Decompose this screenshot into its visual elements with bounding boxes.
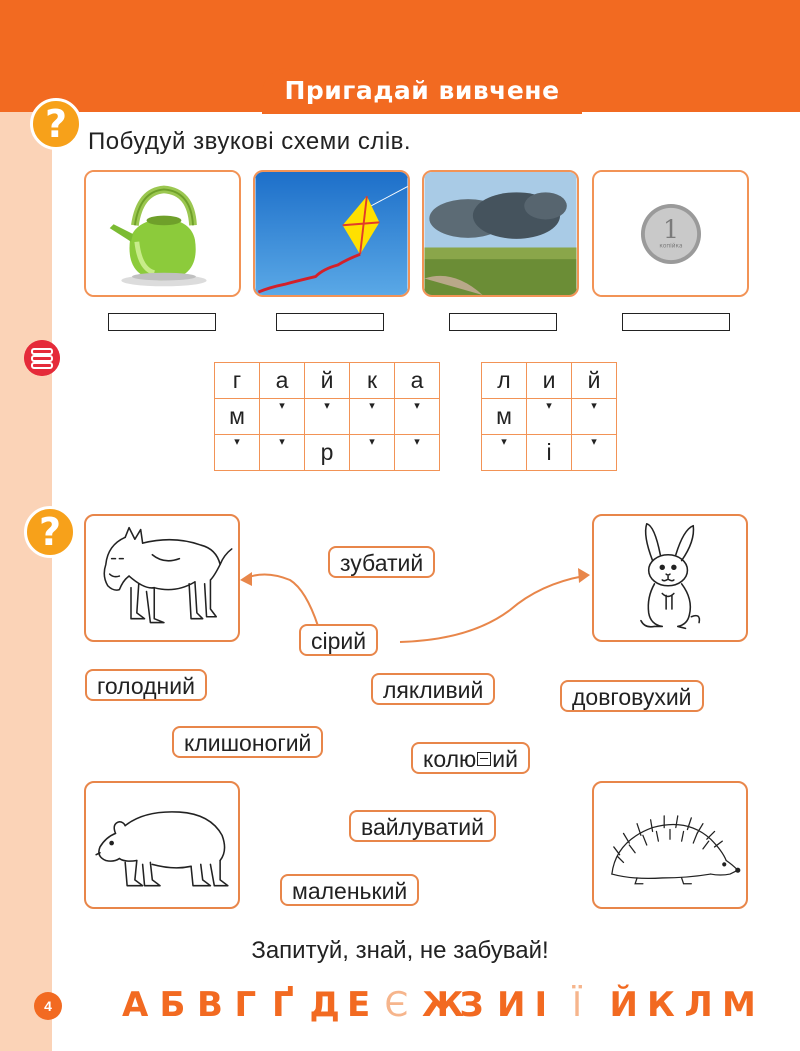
letter-cell[interactable]	[350, 399, 395, 435]
hedgehog-image	[592, 781, 748, 909]
letter-cell	[215, 363, 260, 399]
word-card: лякливий	[371, 673, 495, 705]
left-margin-band	[0, 112, 52, 1051]
letter: й	[587, 367, 601, 393]
letter-cell	[527, 363, 572, 399]
book-stack-icon	[24, 340, 60, 376]
word-card: маленький	[280, 874, 419, 906]
alphabet-letter: М	[722, 985, 756, 1025]
arrow-down-icon: ▾	[546, 400, 552, 412]
sound-scheme-box[interactable]	[276, 313, 384, 331]
section-title: Пригадай вивчене	[284, 76, 560, 105]
bear-image	[84, 781, 240, 909]
letter: м	[496, 403, 512, 429]
grid-row	[215, 363, 440, 399]
coin-caption: копійка	[659, 243, 683, 250]
letter: к	[366, 367, 378, 393]
letter-cell[interactable]	[395, 399, 440, 435]
letter-cell	[527, 435, 572, 471]
letter-cell	[572, 363, 617, 399]
alphabet-letter: Й	[609, 985, 638, 1025]
kite-image	[253, 170, 410, 297]
sound-scheme-box[interactable]	[622, 313, 730, 331]
alphabet-letter: З	[459, 985, 484, 1025]
arrow-down-icon: ▾	[234, 436, 240, 448]
word-part: ий	[492, 746, 518, 772]
coin-value: 1	[662, 214, 679, 244]
sound-scheme-box[interactable]	[449, 313, 557, 331]
missing-letters-box[interactable]	[477, 752, 491, 766]
alphabet-letter: Ж	[422, 985, 464, 1025]
arrow-down-icon: ▾	[414, 400, 420, 412]
arrow-down-icon: ▾	[369, 436, 375, 448]
alphabet-letter: Б	[159, 985, 186, 1025]
arrow-down-icon: ▾	[501, 436, 507, 448]
alphabet-strip	[0, 985, 800, 1035]
alphabet-letter: Ї	[572, 985, 583, 1025]
word-card: довговухий	[560, 680, 704, 712]
letter-cell[interactable]	[572, 435, 617, 471]
word-card: голодний	[85, 669, 207, 701]
grid-row	[482, 399, 617, 435]
alphabet-letter: І	[534, 985, 548, 1025]
letter-cell[interactable]	[305, 399, 350, 435]
word-card: зубатий	[328, 546, 435, 578]
coin-image	[592, 170, 749, 297]
letter-cell[interactable]	[482, 435, 527, 471]
kettle-image	[84, 170, 241, 297]
letter-cell	[395, 363, 440, 399]
letter-cell	[482, 399, 527, 435]
alphabet-letter: А	[122, 985, 149, 1025]
arrow-down-icon: ▾	[279, 400, 285, 412]
letter-cell[interactable]	[260, 435, 305, 471]
word-part: колю	[423, 746, 477, 772]
hare-image	[592, 514, 748, 642]
alphabet-letter: К	[647, 985, 675, 1025]
word-card: клишоногий	[172, 726, 323, 758]
word-card: сірий	[299, 624, 378, 656]
word-card: вайлуватий	[349, 810, 496, 842]
letter-cell[interactable]	[260, 399, 305, 435]
letter-cell	[350, 363, 395, 399]
word-ladder-grid	[481, 362, 617, 471]
letter-cell	[305, 435, 350, 471]
alphabet-letter: Е	[347, 985, 371, 1025]
letter: р	[320, 439, 334, 465]
letter: м	[229, 403, 245, 429]
grid-row	[482, 435, 617, 471]
cloud-image	[422, 170, 579, 297]
word-ladder-grid	[214, 362, 440, 471]
letter-cell[interactable]	[215, 435, 260, 471]
arrow-down-icon: ▾	[414, 436, 420, 448]
letter: л	[497, 367, 511, 393]
wolf-image	[84, 514, 240, 642]
letter: а	[410, 367, 424, 393]
question-icon: ?	[24, 506, 76, 558]
letter-cell	[215, 399, 260, 435]
letter: й	[320, 367, 334, 393]
word-card-with-blank	[411, 742, 530, 774]
arrow-down-icon: ▾	[369, 400, 375, 412]
letter-cell[interactable]	[350, 435, 395, 471]
question-icon: ?	[30, 98, 82, 150]
task-instruction: Побудуй звукові схеми слів.	[88, 128, 412, 155]
arrow-down-icon: ▾	[591, 400, 597, 412]
alphabet-letter: В	[197, 985, 223, 1025]
alphabet-letter: Ґ	[272, 985, 294, 1025]
letter-cell	[482, 363, 527, 399]
grid-row	[482, 363, 617, 399]
letter: г	[232, 367, 242, 393]
grid-row	[215, 435, 440, 471]
letter-cell	[260, 363, 305, 399]
letter: і	[546, 439, 552, 465]
arrow-down-icon: ▾	[324, 400, 330, 412]
alphabet-letter: Л	[684, 985, 713, 1025]
page-number: 4	[34, 992, 62, 1020]
alphabet-letter: Д	[309, 985, 340, 1025]
grid-row	[215, 399, 440, 435]
arrow-down-icon: ▾	[279, 436, 285, 448]
alphabet-letter: Г	[234, 985, 257, 1025]
arrow-down-icon: ▾	[591, 436, 597, 448]
proverb: Запитуй, знай, не забувай!	[251, 937, 549, 964]
letter: а	[275, 367, 289, 393]
letter-cell[interactable]	[527, 399, 572, 435]
letter-cell[interactable]	[572, 399, 617, 435]
letter: и	[542, 367, 556, 393]
letter-cell	[305, 363, 350, 399]
alphabet-letter: Є	[384, 985, 409, 1025]
letter-cell[interactable]	[395, 435, 440, 471]
alphabet-letter: И	[497, 985, 526, 1025]
sound-scheme-box[interactable]	[108, 313, 216, 331]
